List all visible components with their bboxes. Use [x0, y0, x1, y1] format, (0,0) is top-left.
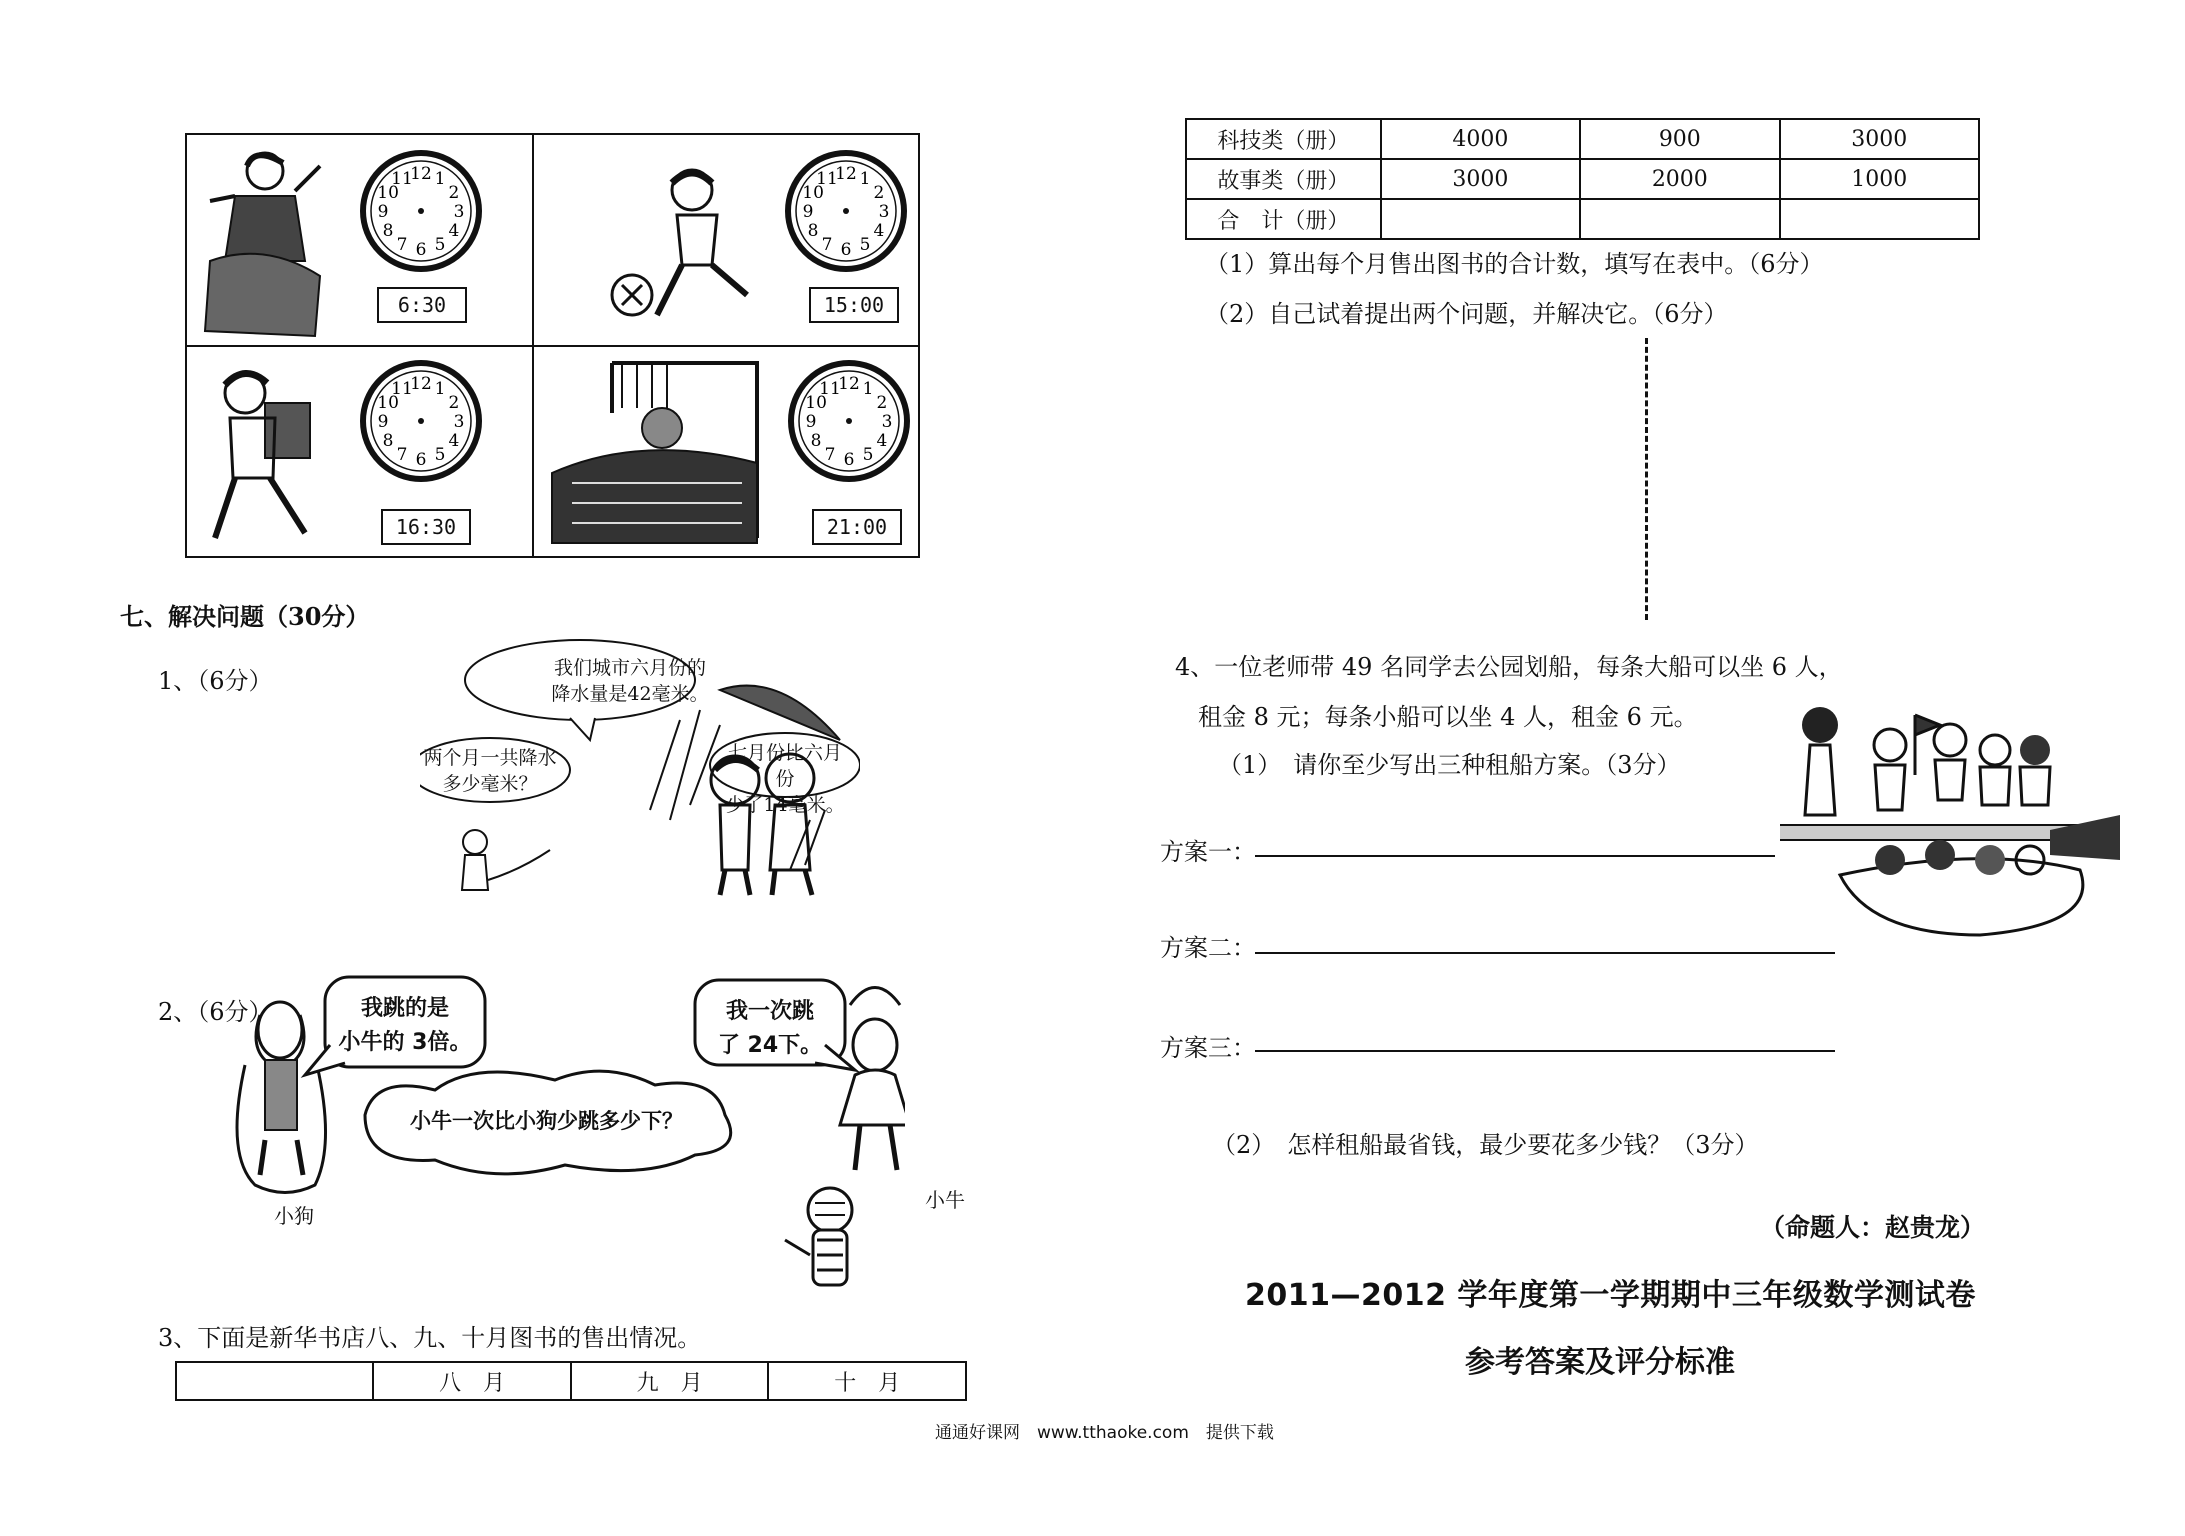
plan-label-1: 方案一：	[1160, 838, 1256, 866]
clock-number: 9	[377, 202, 389, 222]
clock-number: 8	[810, 431, 822, 451]
clock-number: 7	[824, 444, 836, 465]
clock-number: 2	[448, 393, 460, 413]
clock-face-2	[782, 147, 910, 275]
time-label-3: 16:30	[381, 509, 471, 545]
clock-number: 9	[802, 202, 814, 222]
q4-line1: 4、一位老师带 49 名同学去公园划船，每条大船可以坐 6 人，	[1175, 653, 1843, 681]
q4-sub1: （1） 请你至少写出三种租船方案。（3分）	[1218, 751, 1681, 779]
clock-number: 5	[434, 444, 446, 465]
plan-answer-line-1[interactable]	[1255, 855, 1775, 857]
q2-dog-name: 小狗	[274, 1204, 314, 1228]
clock-number: 2	[876, 393, 888, 413]
table-cell: 4000	[1381, 119, 1580, 159]
exam-title: 2011—2012 学年度第一学期期中三年级数学测试卷	[1245, 1278, 1976, 1313]
q1-bubble-right-line2: 少了14毫米。	[725, 794, 845, 816]
q1-bubble-left	[420, 745, 560, 797]
q1-label: 1、（6分）	[158, 667, 273, 695]
clock-number: 6	[840, 240, 852, 260]
clock-number: 12	[410, 164, 432, 184]
clock-number: 10	[805, 393, 827, 413]
q2-dog-bubble-line1: 我跳的是	[360, 996, 449, 1021]
clock-number: 2	[448, 183, 460, 203]
clock-number: 4	[876, 431, 888, 451]
clock-number: 8	[807, 221, 819, 241]
clock-number: 2	[873, 183, 885, 203]
month-header: 八 月	[373, 1362, 571, 1400]
clock-number: 8	[382, 431, 394, 451]
total-input-cell[interactable]	[1381, 199, 1580, 239]
clock-center-dot	[418, 418, 424, 424]
clock-number: 7	[396, 234, 408, 255]
table-row	[1186, 159, 1979, 199]
clock-number: 11	[391, 169, 413, 190]
q4-sub2: （2） 怎样租船最省钱，最少要花多少钱？（3分）	[1212, 1131, 1759, 1159]
row-label: 故事类（册）	[1186, 159, 1381, 199]
clock-number: 7	[821, 234, 833, 255]
clock-number: 10	[802, 183, 824, 203]
plan-label-2: 方案二：	[1160, 934, 1256, 962]
q2-calf-name: 小牛	[925, 1188, 965, 1212]
clock-number: 11	[819, 379, 841, 400]
clock-number: 4	[448, 431, 460, 451]
clock-center-dot	[843, 208, 849, 214]
q2-calf-bubble-line2: 了 24下。	[717, 1033, 823, 1058]
q2-label: 2、（6分）	[158, 998, 273, 1026]
table-corner-cell	[176, 1362, 373, 1400]
answer-key-title: 参考答案及评分标准	[1465, 1345, 1735, 1380]
q2-dog-bubble-line2: 小牛的 3倍。	[338, 1030, 472, 1055]
time-label-2: 15:00	[809, 287, 899, 323]
time-label-4: 21:00	[812, 509, 902, 545]
table-row	[1186, 119, 1979, 159]
clock-number: 11	[391, 379, 413, 400]
clock-center-dot	[846, 418, 852, 424]
clock-number: 6	[415, 240, 427, 260]
clock-number: 12	[835, 164, 857, 184]
q1-bubble-top-line1: 我们城市六月份的	[553, 657, 706, 679]
month-header: 九 月	[571, 1362, 769, 1400]
row-label: 合 计（册）	[1186, 199, 1381, 239]
clock-number: 11	[816, 169, 838, 190]
table-cell: 2000	[1580, 159, 1779, 199]
q1-bubble-right-line1: 七月份比六月份	[727, 742, 842, 790]
clock-number: 12	[410, 374, 432, 394]
time-label-1: 6:30	[377, 287, 467, 323]
q1-bubble-top-line2: 降水量是42毫米。	[551, 683, 709, 705]
clock-number: 12	[838, 374, 860, 394]
clock-number: 8	[382, 221, 394, 241]
girl-waking-illustration	[195, 141, 325, 341]
table-cell: 1000	[1780, 159, 1979, 199]
clock-face-1	[357, 147, 485, 275]
clock-number: 3	[878, 202, 890, 222]
month-header: 十 月	[768, 1362, 966, 1400]
plan-answer-line-3[interactable]	[1255, 1050, 1835, 1052]
total-input-cell[interactable]	[1780, 199, 1979, 239]
table-cell: 900	[1580, 119, 1779, 159]
clock-face-4	[785, 357, 913, 485]
boy-walking-illustration	[195, 353, 335, 553]
footer-source: 通通好课网 www.tthaoke.com 提供下载	[935, 1423, 1274, 1443]
total-input-cell[interactable]	[1580, 199, 1779, 239]
section-heading: 七、解决问题（30分）	[120, 602, 370, 631]
child-sleeping-illustration	[542, 353, 767, 553]
q2-calf-bubble-line1: 我一次跳	[725, 999, 814, 1024]
clock-number: 6	[415, 450, 427, 470]
clock-face-3	[357, 357, 485, 485]
clock-number: 4	[448, 221, 460, 241]
q4-line2: 租金 8 元；每条小船可以坐 4 人，租金 6 元。	[1198, 703, 1698, 731]
plan-label-3: 方案三：	[1160, 1034, 1256, 1062]
clock-number: 3	[453, 202, 465, 222]
clock-number: 5	[434, 234, 446, 255]
clock-number: 9	[805, 412, 817, 432]
row-label: 科技类（册）	[1186, 119, 1381, 159]
q2-dog-bubble	[330, 992, 480, 1060]
clock-number: 1	[434, 169, 446, 190]
clock-center-dot	[418, 208, 424, 214]
clock-number: 5	[862, 444, 874, 465]
q3-sub1: （1）算出每个月售出图书的合计数，填写在表中。（6分）	[1205, 250, 1824, 278]
clock-number: 3	[881, 412, 893, 432]
q2-cloud-question: 小牛一次比小狗少跳多少下？	[410, 1109, 683, 1133]
fold-dashed-line	[1645, 338, 1648, 620]
clock-number: 1	[859, 169, 871, 190]
clock-number: 1	[862, 379, 874, 400]
grid-divider-horizontal	[187, 345, 918, 347]
q1-bubble-top	[535, 655, 725, 707]
book-sales-table-body	[1185, 118, 1980, 240]
author-credit: （命题人：赵贵龙）	[1760, 1213, 1986, 1242]
q3-sub2: （2）自己试着提出两个问题，并解决它。（6分）	[1205, 300, 1728, 328]
clock-activity-grid	[185, 133, 920, 558]
clock-number: 6	[843, 450, 855, 470]
table-cell: 3000	[1780, 119, 1979, 159]
clock-number: 5	[859, 234, 871, 255]
q3-label: 3、下面是新华书店八、九、十月图书的售出情况。	[158, 1324, 702, 1352]
q1-bubble-left-line2: 多少毫米？	[442, 773, 538, 795]
boy-football-illustration	[607, 155, 777, 335]
table-cell: 3000	[1381, 159, 1580, 199]
q1-bubble-right	[720, 740, 850, 818]
clock-number: 9	[377, 412, 389, 432]
book-sales-table-header	[175, 1361, 967, 1401]
clock-number: 7	[396, 444, 408, 465]
q2-calf-bubble	[700, 995, 840, 1063]
boat-children-illustration	[1780, 695, 2130, 940]
plan-answer-line-2[interactable]	[1255, 952, 1835, 954]
q1-bubble-left-line1: 两个月一共降水	[423, 747, 557, 769]
clock-number: 3	[453, 412, 465, 432]
clock-number: 1	[434, 379, 446, 400]
clock-number: 10	[377, 183, 399, 203]
table-row	[1186, 199, 1979, 239]
clock-number: 4	[873, 221, 885, 241]
clock-number: 10	[377, 393, 399, 413]
